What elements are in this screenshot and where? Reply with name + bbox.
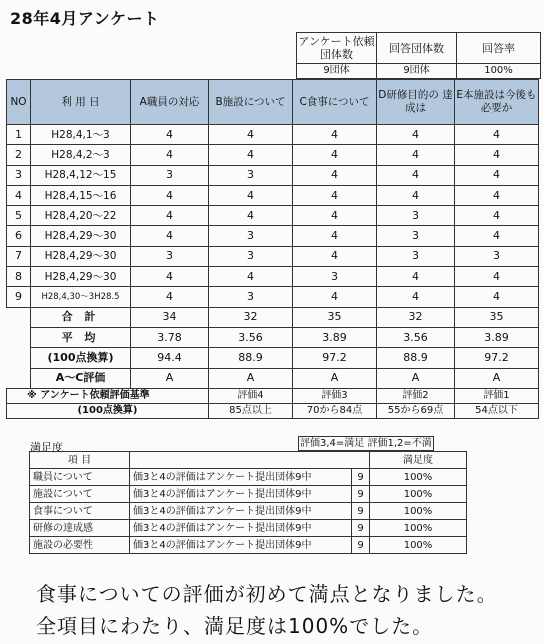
sat-desc: 価3と4の評価はアンケート提出団体9中 [130, 469, 352, 486]
score-a: 4 [131, 125, 209, 145]
score-c: 4 [293, 287, 377, 307]
sat-count: 9 [352, 469, 370, 486]
average-label: 平 均 [31, 327, 131, 347]
survey-results-table [6, 79, 539, 419]
average-row [7, 327, 539, 347]
row-date: H28,4,12～15 [31, 165, 131, 185]
average-c: 3.89 [293, 327, 377, 347]
criteria-range-4: 85点以上 [209, 403, 293, 418]
row-no: 8 [7, 267, 31, 287]
row-date: H28,4,29～30 [31, 267, 131, 287]
score-b: 4 [209, 125, 293, 145]
row-no: 3 [7, 165, 31, 185]
score-b: 3 [209, 287, 293, 307]
table-row [7, 145, 539, 165]
score-e: 4 [455, 165, 539, 185]
sat-pct: 100% [370, 486, 467, 503]
summary-value-responded: 9団体 [377, 64, 457, 79]
score-e: 3 [455, 246, 539, 266]
criteria-grade-row [7, 388, 539, 403]
score-c: 4 [293, 185, 377, 205]
total-c: 35 [293, 307, 377, 327]
header-date: 利 用 日 [31, 80, 131, 125]
criteria-grade-3: 評価3 [293, 388, 377, 403]
score-b: 4 [209, 145, 293, 165]
score-c: 4 [293, 145, 377, 165]
sat-count: 9 [352, 520, 370, 537]
score-c: 3 [293, 267, 377, 287]
table-row [7, 185, 539, 205]
scaled-row [7, 348, 539, 368]
page-title: 28年4月アンケート [10, 9, 160, 28]
row-date: H28,4,1～3 [31, 125, 131, 145]
row-date: H28,4,20～22 [31, 206, 131, 226]
sat-pct: 100% [370, 520, 467, 537]
score-e: 4 [455, 125, 539, 145]
score-a: 4 [131, 226, 209, 246]
score-e: 4 [455, 185, 539, 205]
score-d: 4 [377, 185, 455, 205]
satisfaction-table [29, 451, 467, 554]
average-d: 3.56 [377, 327, 455, 347]
scaled-e: 97.2 [455, 348, 539, 368]
header-a-staff: A職員の対応 [131, 80, 209, 125]
table-row [7, 226, 539, 246]
table-row [7, 165, 539, 185]
average-b: 3.56 [209, 327, 293, 347]
criteria-grade-1: 評価1 [455, 388, 539, 403]
row-date: H28,4,29～30 [31, 226, 131, 246]
score-d: 4 [377, 145, 455, 165]
row-no: 7 [7, 246, 31, 266]
score-d: 3 [377, 246, 455, 266]
satisfaction-legend: 評価3,4=満足 評価1,2=不満 [300, 438, 432, 449]
scaled-c: 97.2 [293, 348, 377, 368]
score-c: 4 [293, 246, 377, 266]
header-no: NO [7, 80, 31, 125]
row-no: 2 [7, 145, 31, 165]
score-b: 3 [209, 226, 293, 246]
satisfaction-row [30, 520, 467, 537]
sat-item: 職員について [30, 469, 130, 486]
score-e: 4 [455, 287, 539, 307]
row-date: H28,4,15～16 [31, 185, 131, 205]
header-b-facility: B施設について [209, 80, 293, 125]
rating-b: A [209, 368, 293, 388]
criteria-sublabel: (100点換算) [7, 403, 209, 418]
sat-desc: 価3と4の評価はアンケート提出団体9中 [130, 486, 352, 503]
rating-e: A [455, 368, 539, 388]
sat-desc: 価3と4の評価はアンケート提出団体9中 [130, 520, 352, 537]
score-d: 4 [377, 287, 455, 307]
header-c-meals: C食事について [293, 80, 377, 125]
footer-line-2: 全項目にわたり、満足度は100%でした。 [36, 614, 434, 638]
average-e: 3.89 [455, 327, 539, 347]
rating-label: A～C評価 [31, 368, 131, 388]
criteria-grade-2: 評価2 [377, 388, 455, 403]
rating-a: A [131, 368, 209, 388]
summary-value-rate: 100% [457, 64, 541, 79]
row-date: H28,4,29～30 [31, 246, 131, 266]
total-e: 35 [455, 307, 539, 327]
scaled-b: 88.9 [209, 348, 293, 368]
table-row [7, 206, 539, 226]
sat-item: 施設の必要性 [30, 537, 130, 554]
sat-desc: 価3と4の評価はアンケート提出団体9中 [130, 537, 352, 554]
score-c: 4 [293, 226, 377, 246]
sat-pct: 100% [370, 537, 467, 554]
score-d: 4 [377, 165, 455, 185]
response-summary-table [296, 32, 541, 79]
score-b: 4 [209, 206, 293, 226]
summary-header-rate: 回答率 [457, 33, 541, 64]
scaled-d: 88.9 [377, 348, 455, 368]
row-no: 5 [7, 206, 31, 226]
score-a: 4 [131, 267, 209, 287]
score-a: 4 [131, 206, 209, 226]
sat-pct: 100% [370, 469, 467, 486]
header-e-necessity: E本施設は今後も必要か [455, 80, 539, 125]
table-row [7, 267, 539, 287]
scaled-label: (100点換算) [31, 348, 131, 368]
satisfaction-row [30, 486, 467, 503]
sat-item: 食事について [30, 503, 130, 520]
rating-d: A [377, 368, 455, 388]
table-row [7, 246, 539, 266]
score-b: 4 [209, 185, 293, 205]
score-c: 4 [293, 125, 377, 145]
sat-desc: 価3と4の評価はアンケート提出団体9中 [130, 503, 352, 520]
scaled-a: 94.4 [131, 348, 209, 368]
total-d: 32 [377, 307, 455, 327]
row-no: 6 [7, 226, 31, 246]
sat-pct: 100% [370, 503, 467, 520]
summary-value-requested: 9団体 [297, 64, 377, 79]
criteria-range-row [7, 403, 539, 418]
satisfaction-header-pct: 満足度 [370, 452, 467, 469]
satisfaction-row [30, 503, 467, 520]
score-c: 4 [293, 206, 377, 226]
score-e: 4 [455, 226, 539, 246]
average-a: 3.78 [131, 327, 209, 347]
score-a: 3 [131, 165, 209, 185]
satisfaction-row [30, 537, 467, 554]
score-b: 3 [209, 246, 293, 266]
summary-header-responded: 回答団体数 [377, 33, 457, 64]
score-c: 4 [293, 165, 377, 185]
score-a: 3 [131, 246, 209, 266]
sat-count: 9 [352, 537, 370, 554]
score-e: 4 [455, 267, 539, 287]
criteria-range-2: 55から69点 [377, 403, 455, 418]
sat-count: 9 [352, 486, 370, 503]
criteria-range-3: 70から84点 [293, 403, 377, 418]
satisfaction-title: 満足度 [30, 441, 63, 454]
satisfaction-header-item: 項 目 [30, 452, 130, 469]
sat-item: 施設について [30, 486, 130, 503]
score-e: 4 [455, 206, 539, 226]
summary-header-requested: アンケート依頼 団体数 [297, 33, 377, 64]
total-label: 合 計 [31, 307, 131, 327]
row-date: H28,4,30～3H28.5 [31, 287, 131, 307]
score-d: 4 [377, 125, 455, 145]
score-b: 4 [209, 267, 293, 287]
criteria-grade-4: 評価4 [209, 388, 293, 403]
total-row [7, 307, 539, 327]
score-e: 4 [455, 145, 539, 165]
row-no: 4 [7, 185, 31, 205]
footer-line-1: 食事についての評価が初めて満点となりました。 [36, 582, 498, 606]
total-a: 34 [131, 307, 209, 327]
table-row [7, 125, 539, 145]
score-d: 3 [377, 206, 455, 226]
score-a: 4 [131, 145, 209, 165]
score-a: 4 [131, 287, 209, 307]
score-d: 4 [377, 267, 455, 287]
row-no: 1 [7, 125, 31, 145]
rating-row [7, 368, 539, 388]
score-d: 3 [377, 226, 455, 246]
score-b: 3 [209, 165, 293, 185]
row-no: 9 [7, 287, 31, 307]
criteria-label: ※ アンケート依頼評価基準 [7, 388, 209, 403]
header-d-training: D研修目的の 達成は [377, 80, 455, 125]
row-date: H28,4,2～3 [31, 145, 131, 165]
total-b: 32 [209, 307, 293, 327]
satisfaction-row [30, 469, 467, 486]
rating-c: A [293, 368, 377, 388]
score-a: 4 [131, 185, 209, 205]
table-row [7, 287, 539, 307]
criteria-range-1: 54点以下 [455, 403, 539, 418]
sat-item: 研修の達成感 [30, 520, 130, 537]
sat-count: 9 [352, 503, 370, 520]
